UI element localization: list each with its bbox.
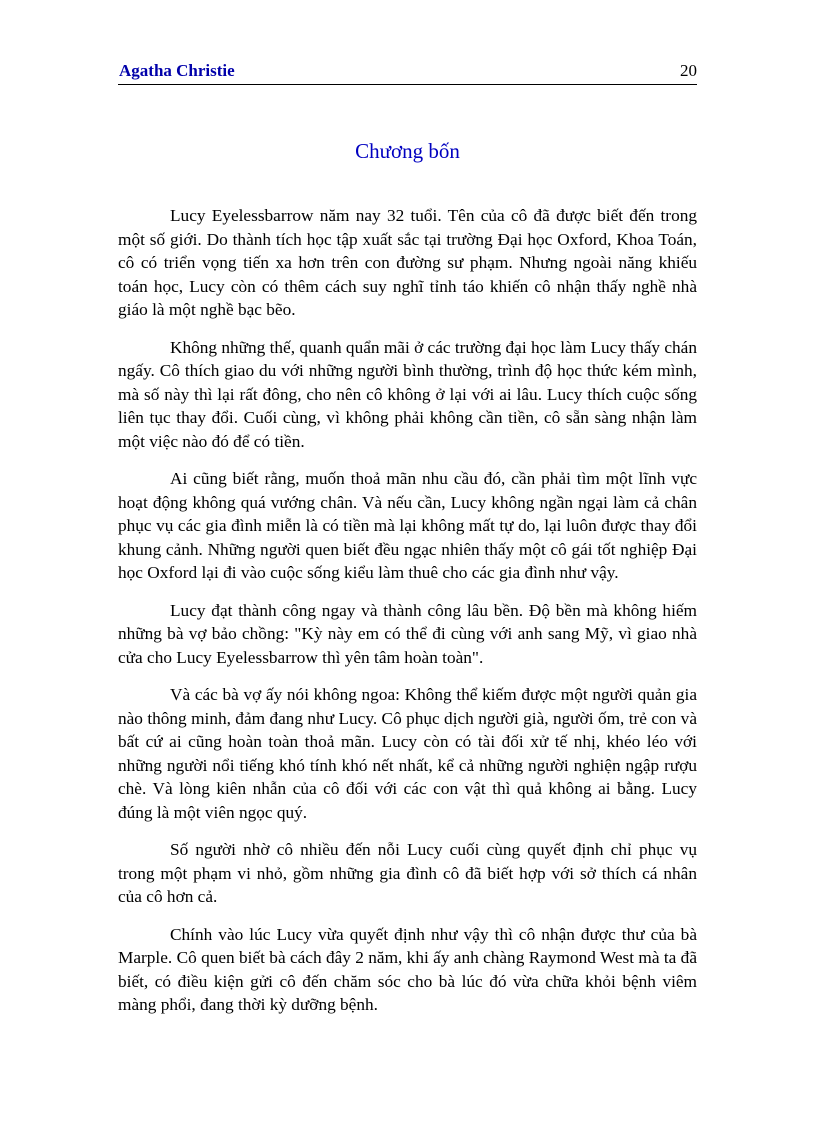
chapter-title: Chương bốn (355, 139, 460, 163)
paragraph: Lucy đạt thành công ngay và thành công lâu bền. Độ bền mà không hiếm những bà vợ bảo chồng: "Kỳ này em có thể đi cùng với anh sang Mỹ, vì giao nhà cửa cho Lucy Eyelessbarrow thì yên tâm hoàn toàn". (118, 600, 697, 667)
body-text (118, 204, 697, 1031)
header-author: Agatha Christie (119, 61, 235, 80)
page-number: 20 (680, 61, 697, 80)
paragraph: Không những thế, quanh quẩn mãi ở các trường đại học làm Lucy thấy chán ngấy. Cô thích giao du với những người bình thường, trình độ học thức kém mình, mà số này thì lại rất đông, cho nên cô không ở lại với ai lâu. Lucy thích cuộc sống liên tục thay đổi. Cuối cùng, vì không phải không cần tiền, cô sẵn sàng nhận làm một việc nào đó để có tiền. (118, 337, 697, 451)
paragraph: Lucy Eyelessbarrow năm nay 32 tuổi. Tên của cô đã được biết đến trong một số giới. Do thành tích học tập xuất sắc tại trường Đại học Oxford, Khoa Toán, cô có triển vọng tiến xa hơn trên con đường sư phạm. Nhưng ngoài năng khiếu toán học, Lucy còn có thêm cách suy nghĩ tỉnh táo khiến cô nhận thấy nghề nhà giáo là một nghề bạc bẽo. (118, 206, 697, 319)
paragraph: Số người nhờ cô nhiều đến nỗi Lucy cuối cùng quyết định chỉ phục vụ trong một phạm vi nhỏ, gồm những gia đình cô đã biết hợp với sở thích cá nhân của cô hơn cả. (118, 840, 697, 906)
paragraph: Ai cũng biết rằng, muốn thoả mãn nhu cầu đó, cần phải tìm một lĩnh vực hoạt động không quá vướng chân. Và nếu cần, Lucy không ngần ngại làm cả chân phục vụ các gia đình miễn là có tiền mà lại không mất tự do, lại luôn được thay đổi khung cảnh. Những người quen biết đều ngạc nhiên thấy một cô gái tốt nghiệp Đại học Oxford lại đi vào cuộc sống kiểu làm thuê cho các gia đình như vậy. (118, 469, 697, 582)
paragraph: Và các bà vợ ấy nói không ngoa: Không thể kiếm được một người quản gia nào thông minh, đảm đang như Lucy. Cô phục dịch người già, người ốm, trẻ con và bất cứ ai cũng hoàn toàn thoả mãn. Lucy còn có tài đối xử tế nhị, khéo léo với những người nổi tiếng khó tính khó nết nhất, kể cả những người nghiện ngập rượu chè. Và lòng kiên nhẫn của cô đối với các con vật thì quả không ai bằng. Lucy đúng là một viên ngọc quý. (118, 685, 697, 822)
paragraph: Chính vào lúc Lucy vừa quyết định như vậy thì cô nhận được thư của bà Marple. Cô quen biết bà cách đây 2 năm, khi ấy anh chàng Raymond West mà ta đã biết, có điều kiện gửi cô đến chăm sóc cho bà lúc đó vừa chữa khỏi bệnh viêm màng phổi, đang thời kỳ dưỡng bệnh. (118, 924, 697, 1014)
page-header (118, 60, 697, 85)
